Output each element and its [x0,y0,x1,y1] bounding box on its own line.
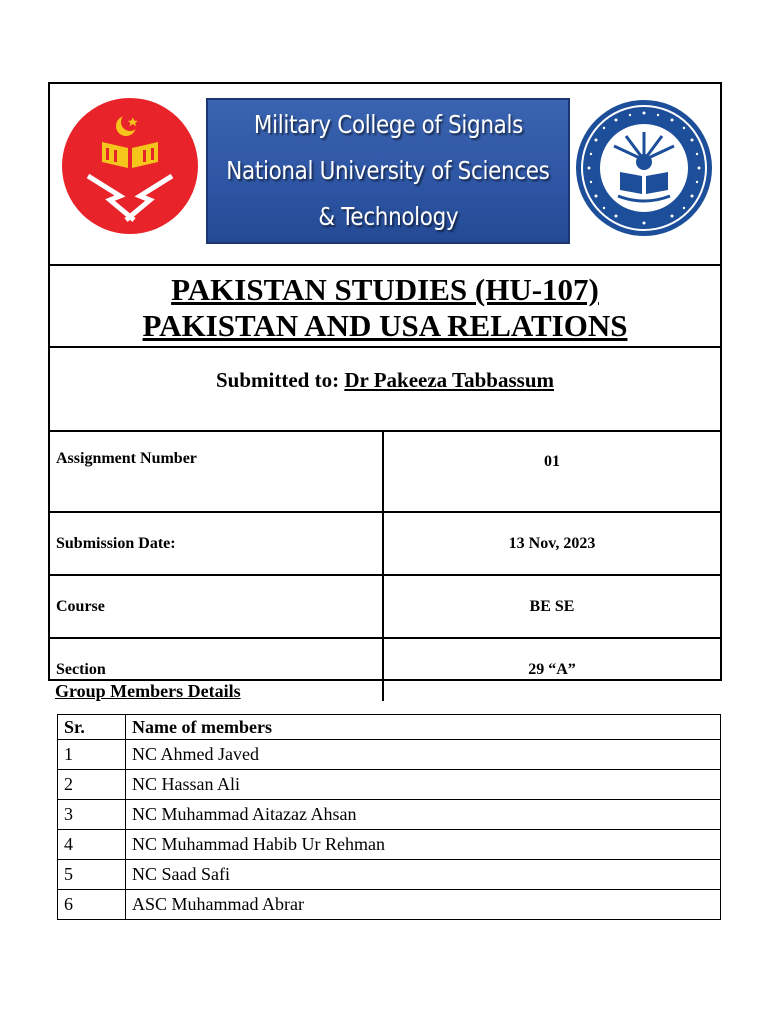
member-name: NC Saad Safi [126,860,721,890]
member-sr: 6 [58,890,126,920]
info-value: 13 Nov, 2023 [383,512,720,575]
assignment-info-table [50,432,720,701]
info-label: Course [50,575,383,638]
table-header-row [58,715,721,740]
member-sr: 4 [58,830,126,860]
group-members-table [57,714,721,920]
title-block [50,266,720,348]
member-sr: 5 [58,860,126,890]
submitted-to-label: Submitted to: [216,368,345,392]
member-name: NC Ahmed Javed [126,740,721,770]
college-line-1: Military College of Signals [253,110,523,139]
column-header-name: Name of members [126,715,721,740]
table-row [58,830,721,860]
info-label: Assignment Number [50,432,383,512]
course-title: PAKISTAN STUDIES (HU-107) [171,272,599,307]
member-sr: 3 [58,800,126,830]
info-row [50,432,720,512]
table-row [58,860,721,890]
college-line-3: & Technology [318,202,458,231]
member-name: NC Muhammad Habib Ur Rehman [126,830,721,860]
group-members-heading: Group Members Details [55,681,241,701]
column-header-sr: Sr. [58,715,126,740]
college-line-2: National University of Sciences [226,156,550,185]
member-sr: 2 [58,770,126,800]
member-name: ASC Muhammad Abrar [126,890,721,920]
instructor-name: Dr Pakeeza Tabbassum [344,368,554,392]
mcs-emblem-icon [60,96,200,236]
table-row [58,740,721,770]
member-sr: 1 [58,740,126,770]
header-banner [50,84,720,266]
info-label: Submission Date: [50,512,383,575]
info-value: 29 “A” [383,638,720,701]
table-row [58,770,721,800]
member-name: NC Hassan Ali [126,770,721,800]
info-row [50,512,720,575]
info-label: Section [50,638,383,701]
assignment-topic: PAKISTAN AND USA RELATIONS [142,308,628,343]
info-value: 01 [544,453,560,470]
cover-frame [48,82,722,681]
submitted-to-block [50,348,720,432]
nust-emblem-icon [574,98,714,238]
table-row [58,890,721,920]
college-name-banner [206,98,570,244]
member-name: NC Muhammad Aitazaz Ahsan [126,800,721,830]
info-row [50,575,720,638]
table-row [58,800,721,830]
info-value: BE SE [383,575,720,638]
